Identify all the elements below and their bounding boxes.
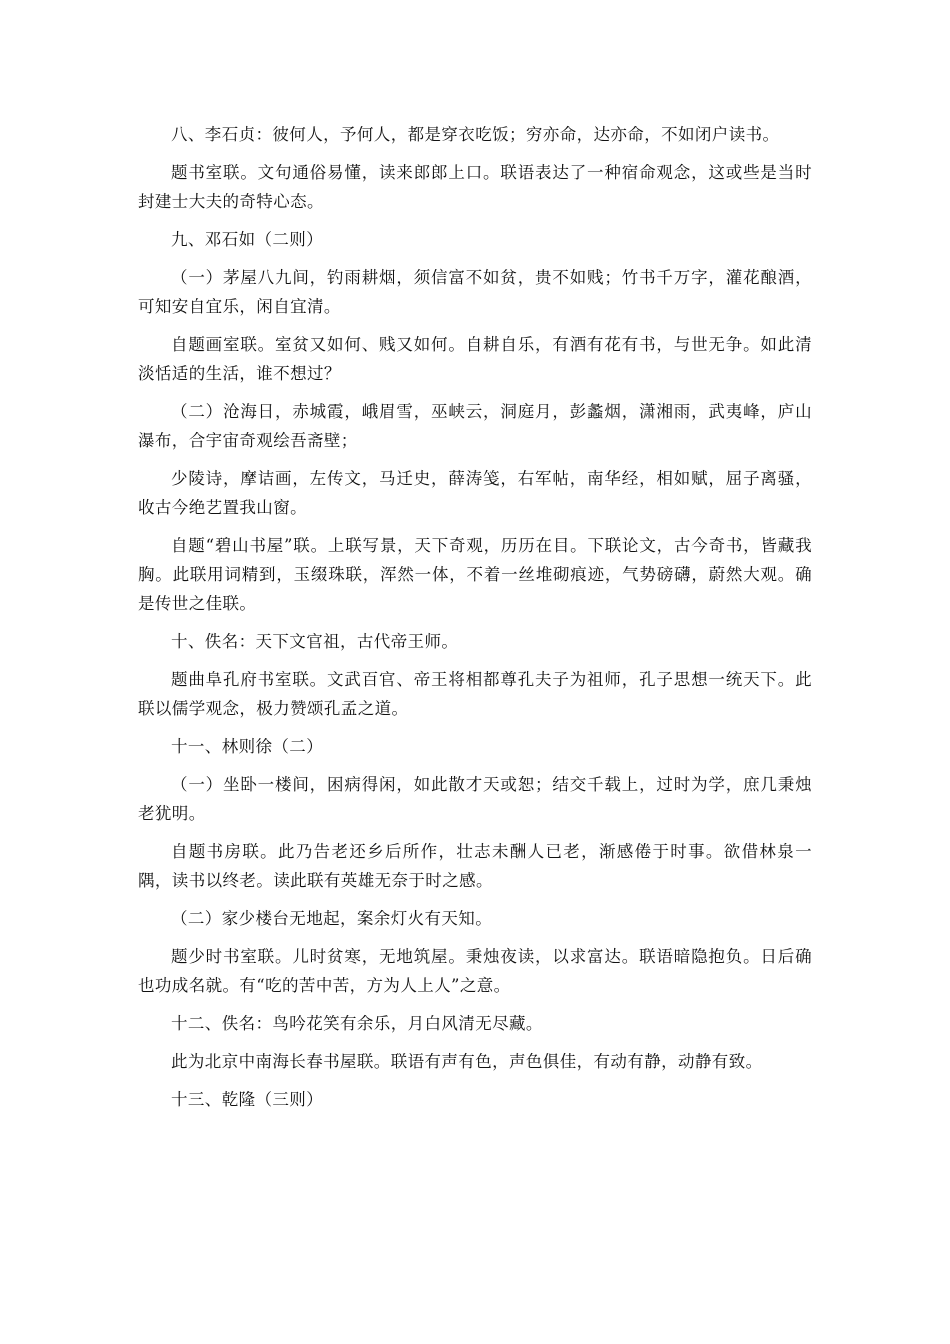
paragraph-lin-zexu-comment-2: 题少时书室联。儿时贫寒，无地筑屋。秉烛夜读，以求富达。联语暗隐抱负。日后确也功成名就。有“吃的苦中苦，方为人上人”之意。 [138, 947, 812, 995]
paragraph-li-shizhen-comment: 题书室联。文句通俗易懂，读来郎郎上口。联语表达了一种宿命观念，这或些是当时封建士大夫的奇特心态。 [138, 163, 812, 211]
heading-lin-zexu: 十一、林则徐（二） [171, 737, 324, 756]
paragraph-deng-shiru-comment-2: 自题“碧山书屋”联。上联写景，天下奇观，历历在目。下联论文，古今奇书，皆藏我胸。此联用词精到，玉缀珠联，浑然一体，不着一丝堆砌痕迹，气势磅礴，蔚然大观。确是传世之佳联。 [138, 536, 812, 613]
paragraph-deng-shiru-comment-1: 自题画室联。室贫又如何、贱又如何。自耕自乐，有酒有花有书，与世无争。如此清淡恬适的生活，谁不想过？ [138, 335, 812, 383]
paragraph-lin-zexu-couplet-1: （一）坐卧一楼间，困病得闲，如此散才天或恕；结交千载上，过时为学，庶几秉烛老犹明。 [138, 775, 812, 823]
paragraph-deng-shiru-couplet-2-lower: 少陵诗，摩诘画，左传文，马迁史，薛涛笺，右军帖，南华经，相如赋，屈子离骚，收古今绝艺置我山窗。 [138, 469, 812, 517]
paragraph-lin-zexu-couplet-2: （二）家少楼台无地起，案余灯火有天知。 [171, 909, 493, 928]
paragraph-anonymous-changchun-couplet: 十二、佚名：鸟吟花笑有余乐，月白风清无尽藏。 [171, 1014, 543, 1033]
paragraph-anonymous-changchun-comment: 此为北京中南海长春书屋联。联语有声有色，声色俱佳，有动有静，动静有致。 [171, 1052, 763, 1071]
heading-deng-shiru: 九、邓石如（二则） [171, 230, 324, 249]
paragraph-anonymous-confucius-couplet: 十、佚名：天下文官祖，古代帝王师。 [171, 632, 459, 651]
heading-qianlong: 十三、乾隆（三则） [171, 1090, 324, 1109]
paragraph-li-shizhen-couplet: 八、李石贞：彼何人，予何人，都是穿衣吃饭；穷亦命，达亦命，不如闭户读书。 [171, 125, 780, 144]
paragraph-deng-shiru-couplet-2-upper: （二）沧海日，赤城霞，峨眉雪，巫峡云，洞庭月，彭蠡烟，潇湘雨，武夷峰，庐山瀑布，合宇宙奇观绘吾斋壁； [138, 402, 812, 450]
paragraph-anonymous-confucius-comment: 题曲阜孔府书室联。文武百官、帝王将相都尊孔夫子为祖师，孔子思想一统天下。此联以儒学观念，极力赞颂孔孟之道。 [138, 670, 812, 718]
paragraph-lin-zexu-comment-1: 自题书房联。此乃告老还乡后所作，壮志未酬人已老，渐感倦于时事。欲借林泉一隅，读书以终老。读此联有英雄无奈于时之感。 [138, 842, 812, 890]
paragraph-deng-shiru-couplet-1: （一）茅屋八九间，钓雨耕烟，须信富不如贫，贵不如贱；竹书千万字，灌花酿酒，可知安自宜乐，闲自宜清。 [138, 268, 812, 316]
